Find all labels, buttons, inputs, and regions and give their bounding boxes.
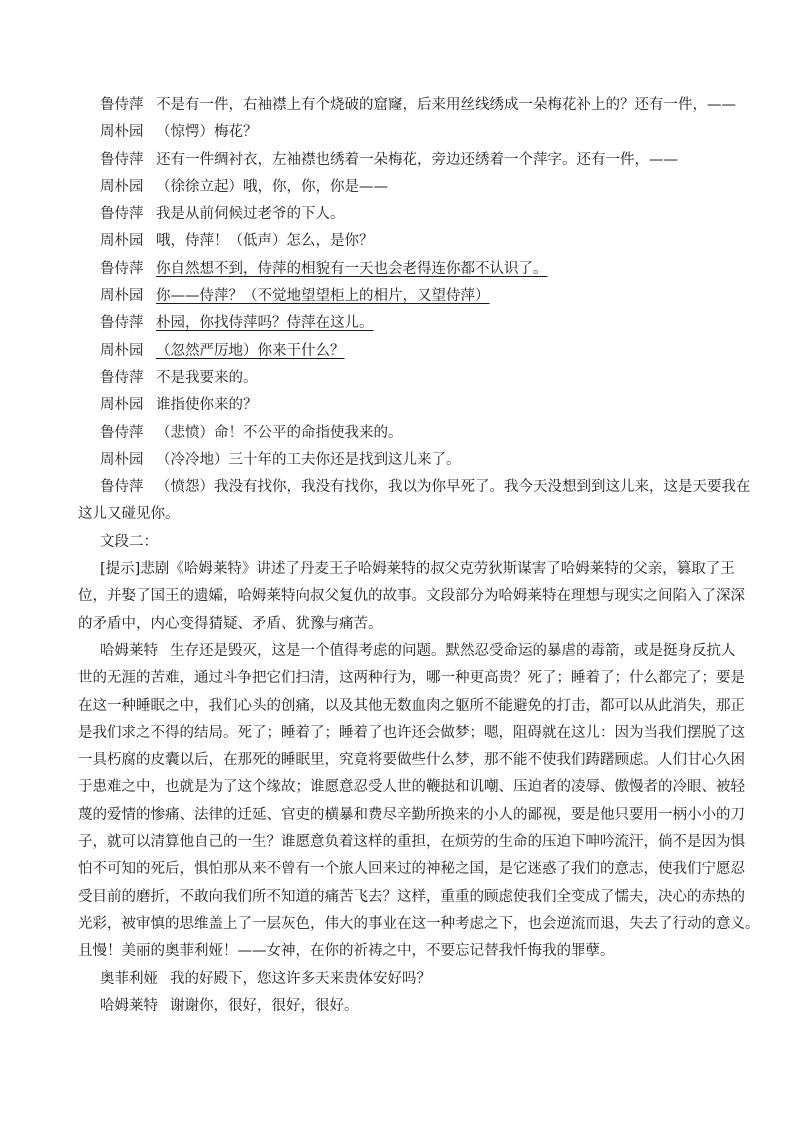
dialogue-content [100, 397, 258, 413]
dialogue-text: （愤怨）我没有找你，我没有找你，我以为你早死了。我今天没想到到这儿来，这是天要我在 [156, 479, 751, 496]
dialogue-line [100, 174, 725, 201]
dialogue-line [100, 993, 725, 1020]
dialogue-text: 我的好殿下，您这许多天来贵体安好吗？ [170, 970, 431, 987]
hint-line-2 [78, 583, 745, 610]
speaker-name: 鲁侍萍 [100, 151, 144, 168]
monologue-text: 光彩，被审慎的思维盖上了一层灰色，伟大的事业在这一种考虑之下，也会逆流而退，失去了行动的意义。 [78, 915, 760, 932]
dialogue-content [100, 261, 548, 277]
dialogue-block-2 [100, 966, 725, 1021]
dialogue-line [100, 201, 725, 228]
monologue-text: 生存还是毁灭，这是一个值得考虑的问题。默然忍受命运的暴虐的毒箭，或是挺身反抗人 [170, 642, 736, 659]
dialogue-line [100, 447, 725, 474]
document-page [78, 92, 760, 1020]
monologue-text: 是我们求之不得的结局。死了；睡着了；睡着了也许还会做梦；嗯，阻碍就在这儿：因为当我们摆脱了这 [78, 724, 745, 741]
hint-text-1: [提示]悲剧《哈姆莱特》讲述了丹麦王子哈姆莱特的叔父克劳狄斯谋害了哈姆莱特的父亲，篡取了王 [100, 561, 735, 578]
monologue-line [78, 884, 745, 911]
dialogue-line [100, 283, 725, 310]
dialogue-line [100, 310, 725, 337]
dialogue-block-1 [100, 92, 736, 474]
monologue-line [78, 911, 760, 938]
monologue-text: 在这一种睡眠之中，我们心头的创痛，以及其他无数血肉之躯所不能避免的打击，都可以从此消失，那正 [78, 697, 745, 714]
monologue-text: 受目前的磨折，不敢向我们所不知道的痛苦飞去？这样，重重的顾虑使我们全变成了懦夫，决心的赤热的 [78, 888, 745, 905]
monologue-text: 于患难之中，也就是为了这个缘故；谁愿意忍受人世的鞭挞和讥嘲、压迫者的凌辱、傲慢者的冷眼、被轻 [78, 779, 745, 796]
dialogue-line [100, 228, 725, 255]
dialogue-content [100, 124, 258, 140]
speaker-name: 周朴园 [100, 397, 144, 414]
speaker-name: 周朴园 [100, 451, 144, 468]
monologue-line [78, 774, 745, 801]
speaker-name: 周朴园 [100, 178, 144, 195]
monologue-text: 世的无涯的苦难，通过斗争把它们扫清，这两种行为，哪一种更高贵？死了；睡着了；什么都完了；要是 [78, 670, 745, 687]
dialogue-content [100, 233, 374, 249]
speaker-name: 周朴园 [100, 233, 144, 250]
dialogue-text: 朴园，你找侍萍吗？侍萍在这儿。 [156, 315, 374, 332]
monologue-line [78, 938, 725, 965]
speaker-name: 鲁侍萍 [100, 424, 144, 441]
monologue-line [78, 693, 745, 720]
monologue-text: 且慢！美丽的奥菲利娅！——女神，在你的祈祷之中，不要忘记替我忏悔我的罪孽。 [78, 943, 615, 960]
dialogue-text-continued: 这儿又碰见你。 [78, 506, 180, 523]
dialogue-text: （忽然严厉地）你来干什么？ [156, 342, 345, 359]
dialogue-line [100, 966, 725, 993]
dialogue-text: 哦，侍萍！（低声）怎么，是你？ [156, 233, 374, 250]
dialogue-content [100, 425, 403, 441]
monologue-line [78, 802, 745, 829]
monologue-body [78, 665, 760, 965]
monologue-text: 怕不可知的死后，惧怕那从来不曾有一个旅人回来过的神秘之国，是它迷惑了我们的意志，使我们宁愿忍 [78, 861, 745, 878]
monologue-line [78, 665, 745, 692]
dialogue-content [100, 452, 461, 468]
hint-text-2: 位，并娶了国王的遗孀，哈姆莱特向叔父复仇的故事。文段部分为哈姆莱特在理想与现实之间陷入了深深 [78, 588, 745, 605]
dialogue-text: 你——侍萍？（不觉地望望柜上的相片，又望侍萍） [156, 288, 490, 305]
speaker-name: 鲁侍萍 [100, 206, 144, 223]
hint-line-1 [100, 556, 735, 583]
dialogue-content [100, 370, 258, 386]
speaker-name: 奥菲利娅 [100, 970, 158, 987]
hint-line-3 [78, 611, 725, 638]
dialogue-content [100, 179, 388, 195]
dialogue-line [100, 119, 725, 146]
dialogue-text: 谢谢你，很好，很好，很好。 [170, 997, 359, 1014]
speaker-name: 鲁侍萍 [100, 479, 144, 496]
speaker-name: 周朴园 [100, 124, 144, 141]
dialogue-line [100, 392, 725, 419]
dialogue-text: （徐徐立起）哦，你，你，你是—— [156, 178, 388, 195]
dialogue-line [100, 256, 725, 283]
speaker-name: 鲁侍萍 [100, 97, 144, 113]
speaker-name: 鲁侍萍 [100, 369, 144, 386]
speaker-name: 鲁侍萍 [100, 260, 144, 277]
dialogue-text: 还有一件绸衬衣，左袖襟也绣着一朵梅花，旁边还绣着一个萍字。还有一件，—— [156, 151, 678, 168]
dialogue-content [100, 206, 345, 222]
monologue-text: 子，就可以清算他自己的一生？谁愿意负着这样的重担，在烦劳的生命的压迫下呻吟流汗，倘不是因为惧 [78, 834, 745, 851]
dialogue-text: 我是从前伺候过老爷的下人。 [156, 206, 345, 223]
dialogue-text: （悲愤）命！不公平的命指使我来的。 [156, 424, 403, 441]
speaker-name: 周朴园 [100, 342, 144, 359]
section-2-heading: 文段二： [100, 533, 158, 550]
monologue-line [78, 829, 745, 856]
monologue-line [78, 856, 745, 883]
hint-text-3: 的矛盾中，内心变得猜疑、矛盾、犹豫与痛苦。 [78, 615, 383, 632]
monologue-speaker: 哈姆莱特 [100, 642, 158, 659]
monologue-first-line [100, 638, 736, 665]
dialogue-text: 不是我要来的。 [156, 369, 258, 386]
dialogue-line [100, 92, 736, 119]
dialogue-content [100, 288, 490, 304]
speaker-name: 哈姆莱特 [100, 997, 158, 1014]
monologue-line [78, 747, 745, 774]
section-title [100, 529, 725, 556]
dialogue-line [100, 420, 725, 447]
monologue-text: 蔑的爱情的惨痛、法律的迁延、官吏的横暴和费尽辛勤所换来的小人的鄙视，要是他只要用一柄小小的刀 [78, 806, 745, 823]
monologue-line [78, 720, 745, 747]
dialogue-line-last [100, 474, 751, 501]
speaker-name: 鲁侍萍 [100, 315, 144, 332]
dialogue-text: （惊愕）梅花？ [156, 124, 258, 141]
dialogue-text: 谁指使你来的？ [156, 397, 258, 414]
dialogue-text: （冷冷地）三十年的工夫你还是找到这儿来了。 [156, 451, 461, 468]
dialogue-text: 不是有一件，右袖襟上有个烧破的窟窿，后来用丝线绣成一朵梅花补上的？还有一件，—— [156, 97, 736, 113]
dialogue-content [100, 315, 374, 331]
dialogue-line-continuation [78, 501, 725, 528]
dialogue-line [100, 147, 725, 174]
speaker-name: 周朴园 [100, 288, 144, 305]
dialogue-line [100, 338, 725, 365]
dialogue-content [100, 152, 678, 168]
dialogue-text: 你自然想不到，侍萍的相貌有一天也会老得连你都不认识了。 [156, 260, 548, 277]
dialogue-line [100, 365, 725, 392]
monologue-text: 一具朽腐的皮囊以后，在那死的睡眠里，究竟将要做些什么梦，那不能不使我们踌躇顾虑。人们甘心久困 [78, 752, 745, 769]
dialogue-content [100, 343, 345, 359]
dialogue-content [100, 97, 736, 113]
